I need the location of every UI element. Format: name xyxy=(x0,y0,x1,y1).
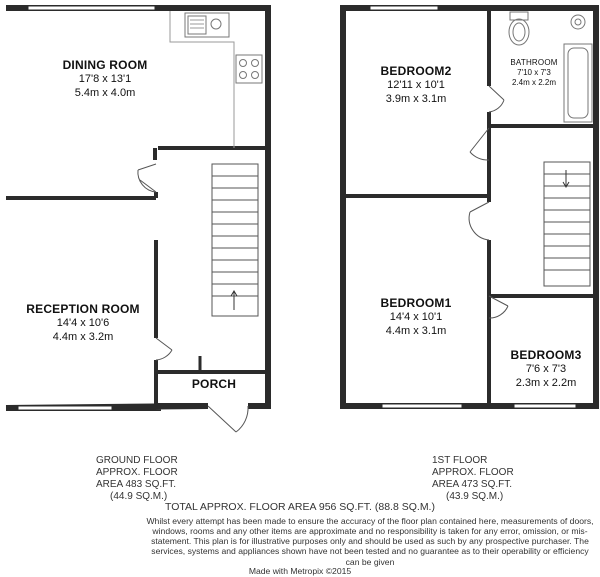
ground-floor-area-sqft: AREA 483 SQ.FT. xyxy=(96,479,177,490)
ground-floor-stairs xyxy=(212,164,258,316)
first-floor-area-sqm: (43.9 SQ.M.) xyxy=(446,491,504,502)
bathroom-label xyxy=(506,58,562,88)
bedroom2-metric: 3.9m x 3.1m xyxy=(385,92,447,105)
bedroom1-imperial: 14'4 x 10'1 xyxy=(389,311,443,323)
dining-room-name: DINING ROOM xyxy=(62,58,148,72)
bathroom-name: BATHROOM xyxy=(510,58,558,67)
ground-floor-area-sqm: (44.9 SQ.M.) xyxy=(110,491,168,502)
dining-room-imperial: 17'8 x 13'1 xyxy=(78,73,132,85)
first-floor-approx: APPROX. FLOOR xyxy=(432,467,514,478)
bedroom3-label xyxy=(500,348,592,391)
bathroom-imperial: 7'10 x 7'3 xyxy=(517,68,551,77)
bedroom1-label xyxy=(364,296,468,339)
bedroom3-imperial: 7'6 x 7'3 xyxy=(525,363,567,375)
bedroom1-metric: 4.4m x 3.1m xyxy=(385,324,447,337)
bedroom1-name: BEDROOM1 xyxy=(380,296,452,310)
ground-floor-info xyxy=(96,455,178,503)
reception-room-metric: 4.4m x 3.2m xyxy=(52,330,114,343)
ground-floor-approx: APPROX. FLOOR xyxy=(96,467,178,478)
porch-name: PORCH xyxy=(191,377,237,391)
first-floor-title: 1ST FLOOR xyxy=(432,455,488,466)
reception-room-label xyxy=(16,302,150,345)
total-floor-area: TOTAL APPROX. FLOOR AREA 956 SQ.FT. (88.8 SQ.M.) xyxy=(165,501,435,513)
bedroom2-imperial: 12'11 x 10'1 xyxy=(387,79,445,91)
kitchen-sink xyxy=(185,13,229,37)
bathroom-metric: 2.4m x 2.2m xyxy=(511,78,556,87)
first-floor-info xyxy=(432,455,514,503)
bedroom2-label xyxy=(364,64,468,107)
ground-floor-title: GROUND FLOOR xyxy=(96,455,178,466)
kitchen-fixtures xyxy=(170,11,262,148)
dining-room-metric: 5.4m x 4.0m xyxy=(74,86,136,99)
bedroom3-name: BEDROOM3 xyxy=(510,348,582,362)
reception-room-imperial: 14'4 x 10'6 xyxy=(56,317,110,329)
first-floor-stairs xyxy=(544,162,590,286)
metropix-credit: Made with Metropix ©2015 xyxy=(248,566,352,576)
reception-room-name: RECEPTION ROOM xyxy=(26,302,140,316)
disclaimer-text: Whilst every attempt has been made to ensure the accuracy of the floor plan contained here, measurements of doors, windows, rooms and any other items are approximate and no responsibility is taken for any error, omission, or mis-statement. This plan is for illustrative purposes only and should be used as such by any prospective purchaser. The services, systems and appliances shown have not been tested and no guarantee as to their operability or efficiency can be given xyxy=(146,516,594,567)
first-floor-area-sqft: AREA 473 SQ.FT. xyxy=(432,479,513,490)
dining-room-label xyxy=(40,58,170,101)
wash-basin xyxy=(571,15,585,29)
bedroom2-name: BEDROOM2 xyxy=(380,64,452,78)
porch-label xyxy=(180,377,248,392)
bedroom3-metric: 2.3m x 2.2m xyxy=(515,376,577,389)
kitchen-hob xyxy=(236,55,262,83)
